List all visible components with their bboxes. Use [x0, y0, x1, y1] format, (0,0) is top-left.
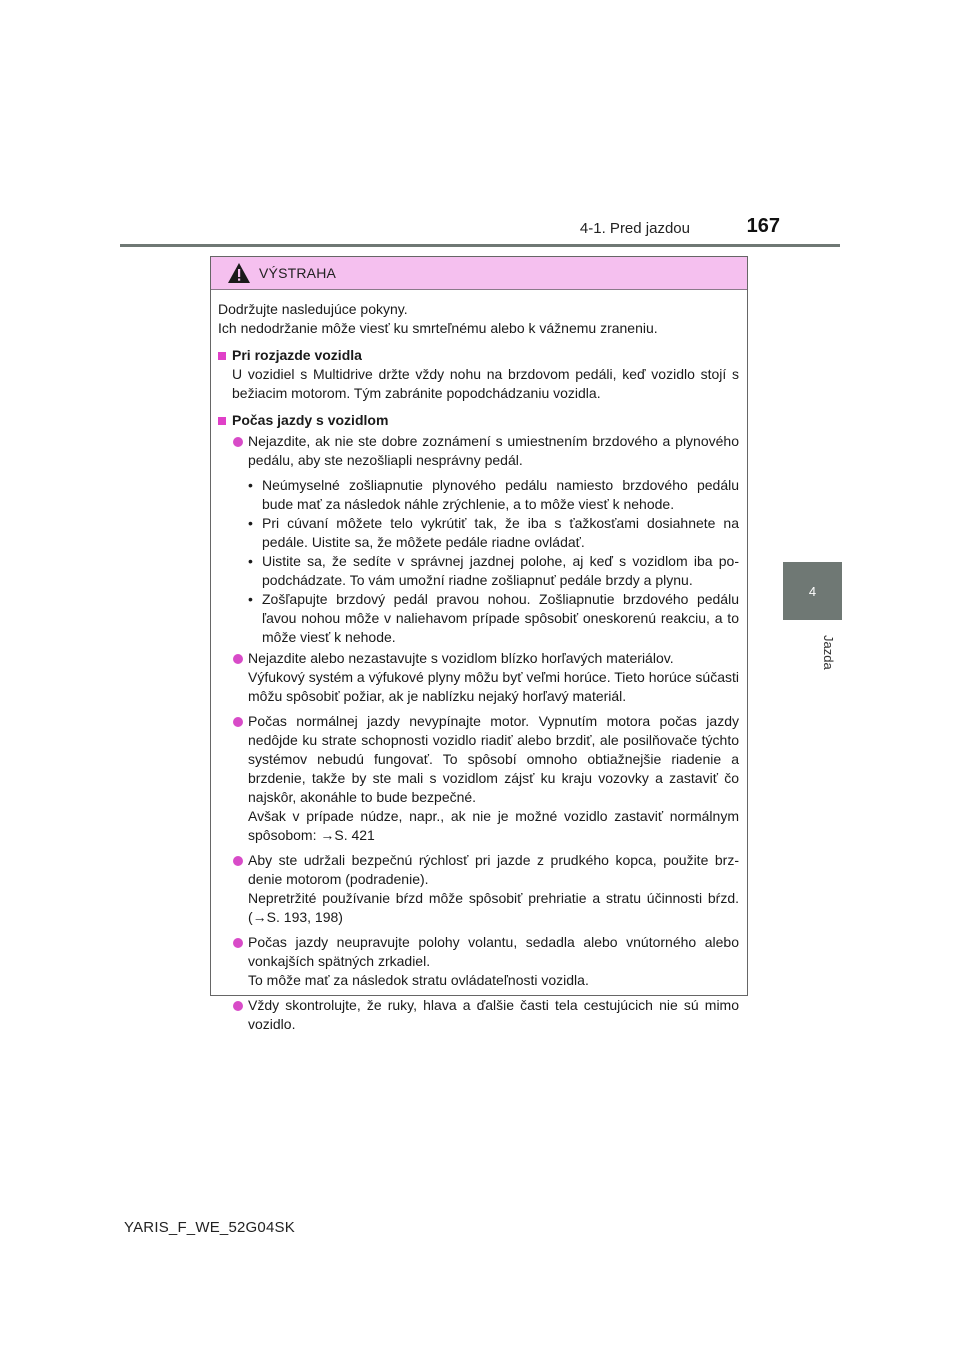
warning-triangle-icon	[227, 262, 251, 284]
circle-bullet-icon	[233, 1001, 243, 1011]
sub-item-text: Zošľapujte brzdový pedál pravou nohou. Zošliapnutie brzdového pedálu ľavou nohou môže v naliehavom prípade spôsobiť oneskorenú reakciu, a to môže viesť k nehode.	[262, 591, 739, 645]
list-item-text: Výfukový systém a výfukové plyny môžu byť veľmi horúce. Tieto horúce súčasti môžu spôsobiť požiar, ak je nablízku nejaký horľavý materiál.	[248, 669, 739, 704]
sub-bullet-icon: •	[248, 515, 253, 531]
warning-body	[211, 290, 747, 1034]
sub-bullet-icon: •	[248, 477, 253, 493]
list-item	[218, 432, 739, 647]
square-bullet-icon	[218, 352, 226, 360]
sub-item	[248, 476, 739, 514]
circle-bullet-icon	[233, 938, 243, 948]
section-title	[218, 411, 739, 430]
list-item-text: Nepretržité používanie bŕzd môže spôsobiť prehriatie a stratu účinnosti bŕzd. (→S. 193, 198)	[248, 890, 739, 925]
chapter-tab-number: 4	[808, 583, 817, 599]
chapter-tab-label: Jazda	[821, 634, 836, 670]
list-item-text: Avšak v prípade núdze, napr., ak nie je možné vozidlo zastaviť normálnym spôsobom: →S. 421	[248, 808, 739, 843]
list-item	[218, 649, 739, 706]
header-section-title: 4-1. Pred jazdou	[579, 220, 690, 237]
list-item-text: To môže mať za následok stratu ovládateľnosti vozidla.	[248, 972, 589, 988]
section-title-text: Počas jazdy s vozidlom	[232, 412, 389, 428]
section-start	[218, 346, 739, 403]
section-title	[218, 346, 739, 365]
sub-list	[248, 476, 739, 647]
sub-item	[248, 590, 739, 647]
circle-bullet-icon	[233, 654, 243, 664]
header-rule	[120, 244, 840, 247]
list-item-text: Počas jazdy neupravujte polohy volantu, sedadla alebo vnútorného alebo vonkajších spätných zrkadiel.	[248, 934, 739, 969]
list-item-text: Vždy skontrolujte, že ruky, hlava a ďalšie časti tela cestujúcich nie sú mimo vozidlo.	[248, 997, 739, 1032]
section-text: U vozidiel s Multidrive držte vždy nohu na brzdovom pedáli, keď vozidlo stojí s bežiacim motorom. Tým zabránite popodchádzaniu vozidla.	[232, 366, 739, 401]
list-item	[218, 851, 739, 927]
document-code: YARIS_F_WE_52G04SK	[124, 1219, 295, 1236]
sub-item-text: Uistite sa, že sedíte v správnej jazdnej polohe, aj keď s vozidlom iba popodchádzate. To vám umožní riadne zošliapnuť pedále brzdy a plynu.	[262, 553, 739, 588]
section-title-text: Pri rozjazde vozidla	[232, 347, 362, 363]
page-number: 167	[746, 215, 780, 237]
intro-line: Ich nedodržanie môže viesť ku smrteľnému alebo k vážnemu zraneniu.	[218, 320, 658, 336]
sub-item-text: Neúmyselné zošliapnutie plynového pedálu namiesto brzdového pedálu bude mať za následok náhle zrýchlenie, a to môže viesť k nehode.	[262, 477, 739, 512]
section-driving	[218, 411, 739, 1034]
list-item-body	[248, 432, 739, 647]
chapter-tab	[783, 562, 842, 620]
circle-bullet-icon	[233, 856, 243, 866]
list-item-text: Nejazdite, ak nie ste dobre zoznámení s umiestnením brzdového a plynového pedálu, aby ste nezošliapli nesprávny pedál.	[248, 433, 739, 468]
list-item-body	[248, 649, 739, 706]
warning-intro	[218, 300, 739, 338]
intro-line: Dodržujte nasledujúce pokyny.	[218, 301, 408, 317]
list-item	[218, 712, 739, 845]
warning-box	[210, 256, 748, 1032]
list-item-body	[248, 996, 739, 1034]
square-bullet-icon	[218, 417, 226, 425]
sub-item-text: Pri cúvaní môžete telo vykrútiť tak, že iba s ťažkosťami dosiahnete na pedále. Uistite sa, že môžete pedále riadne ovládať.	[262, 515, 739, 550]
warning-title: VÝSTRAHA	[259, 265, 337, 281]
warning-header	[211, 257, 747, 290]
list-item-text: Počas normálnej jazdy nevypínajte motor. Vypnutím motora počas jazdy nedôjde ku strate schopnosti vozidlo riadiť alebo brzdiť, ale posilňovače týchto systémov nebudú fungovať. To spôsobí omnoho obtiažnejšie riadenie a brzdenie, takže by ste mali s vozidlom zájsť ku kraju vozovky a zastaviť čo najskôr, akonáhle to bude bezpečné.	[248, 713, 739, 805]
sub-item	[248, 552, 739, 590]
list-item-body	[248, 933, 739, 990]
list-item-body	[248, 851, 739, 927]
sub-bullet-icon: •	[248, 553, 253, 569]
sub-bullet-icon: •	[248, 591, 253, 607]
sub-item	[248, 514, 739, 552]
list-item	[218, 996, 739, 1034]
circle-bullet-icon	[233, 717, 243, 727]
list-item	[218, 933, 739, 990]
list-item-text: Aby ste udržali bezpečnú rýchlosť pri jazde z prudkého kopca, použite brzdenie motorom (podradenie).	[248, 852, 739, 887]
item-list	[218, 432, 739, 1034]
list-item-body	[248, 712, 739, 845]
list-item-text: Nejazdite alebo nezastavujte s vozidlom blízko horľavých materiálov.	[248, 650, 674, 666]
circle-bullet-icon	[233, 437, 243, 447]
